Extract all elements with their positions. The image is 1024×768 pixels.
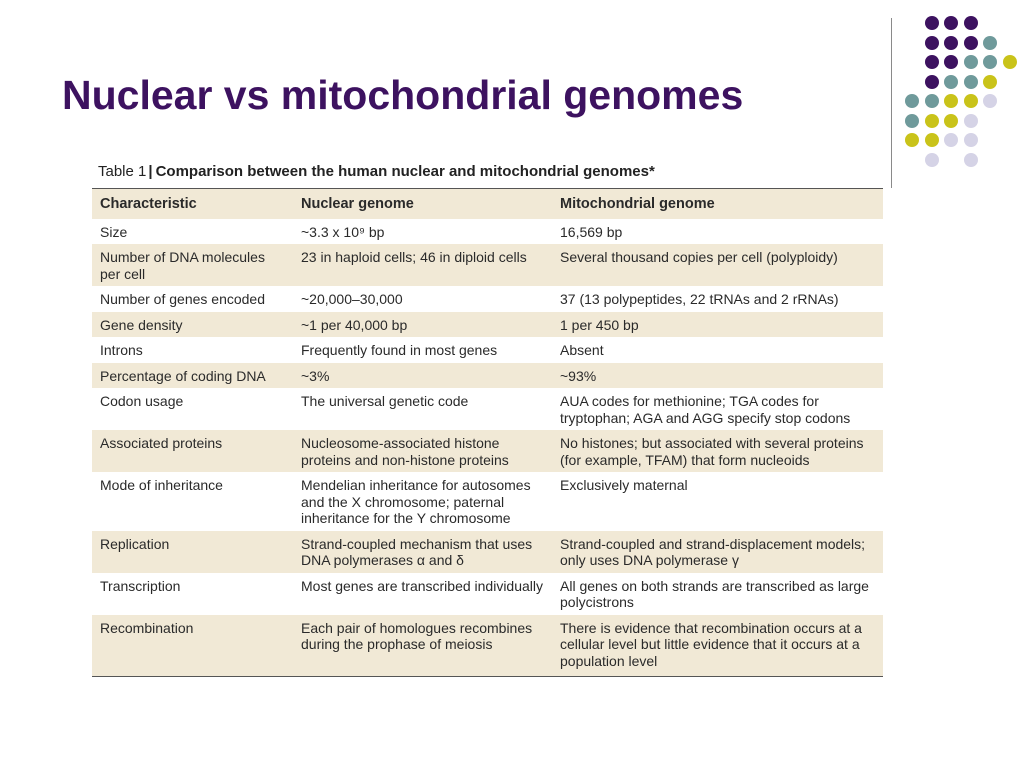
table-row (92, 286, 883, 312)
decorative-dot (925, 153, 939, 167)
decorative-dot (944, 114, 958, 128)
cell-characteristic: Number of genes encoded (100, 291, 265, 307)
table-row (92, 312, 883, 338)
cell-nuclear: ~1 per 40,000 bp (293, 312, 552, 338)
decorative-dot (905, 133, 919, 147)
cell-nuclear: Most genes are transcribed individually (301, 577, 544, 594)
cell-nuclear: Frequently found in most genes (301, 342, 498, 358)
decorative-dot (964, 55, 978, 69)
decorative-dot (925, 16, 939, 30)
decorative-dot (983, 75, 997, 89)
cell-mitochondrial: AUA codes for methionine; TGA codes for tryptophan; AGA and AGG specify stop codons (560, 393, 851, 426)
cell-nuclear: ~20,000–30,000 (301, 291, 403, 307)
cell-characteristic: Mode of inheritance (100, 477, 223, 493)
cell-mitochondrial: Strand-coupled and strand-displacement models; only uses DNA polymerase γ (552, 531, 883, 573)
cell-nuclear: Nucleosome-associated histone proteins and non-histone proteins (293, 430, 552, 472)
table-caption (98, 163, 655, 180)
table-row (92, 388, 883, 430)
decorative-dot (964, 94, 978, 108)
table-row (92, 430, 883, 472)
table-header-row (92, 189, 883, 219)
cell-characteristic: Codon usage (100, 393, 184, 409)
cell-nuclear: ~3% (293, 363, 552, 389)
cell-characteristic: Recombination (92, 615, 293, 677)
cell-nuclear: Mendelian inheritance for autosomes and the X chromosome; paternal inheritance for the Y chromosome (301, 477, 531, 526)
cell-mitochondrial: 1 per 450 bp (552, 312, 883, 338)
cell-nuclear: Each pair of homologues recombines during the prophase of meiosis (293, 615, 552, 677)
header-nuclear-genome: Nuclear genome (293, 189, 552, 219)
table-row (92, 531, 883, 573)
decorative-dot (925, 36, 939, 50)
table-row (92, 573, 883, 615)
decorative-dot (944, 94, 958, 108)
cell-characteristic: Introns (100, 342, 143, 358)
decorative-dot (944, 16, 958, 30)
cell-characteristic: Number of DNA molecules per cell (92, 244, 293, 286)
decorative-dot (944, 36, 958, 50)
cell-characteristic: Replication (92, 531, 293, 573)
cell-characteristic: Percentage of coding DNA (92, 363, 293, 389)
cell-nuclear: ~3.3 x 10⁹ bp (301, 223, 385, 240)
header-characteristic: Characteristic (92, 189, 293, 219)
decorative-dot (925, 133, 939, 147)
cell-mitochondrial: Exclusively maternal (560, 477, 688, 493)
decorative-dot (905, 94, 919, 108)
decorative-dot (925, 94, 939, 108)
decorative-dot (983, 36, 997, 50)
decorative-dot (944, 133, 958, 147)
cell-nuclear: 23 in haploid cells; 46 in diploid cells (293, 244, 552, 286)
table-row (92, 337, 883, 363)
cell-characteristic: Gene density (92, 312, 293, 338)
decorative-dot (944, 55, 958, 69)
table-row (92, 363, 883, 389)
cell-mitochondrial: All genes on both strands are transcribed as large polycistrons (560, 577, 869, 610)
decorative-dot (964, 133, 978, 147)
decorative-dot (964, 36, 978, 50)
decorative-dot (944, 75, 958, 89)
decorative-dot (983, 94, 997, 108)
table-caption-prefix: Table 1 (98, 163, 147, 180)
decorative-dot (983, 55, 997, 69)
decorative-dot (925, 114, 939, 128)
cell-mitochondrial: There is evidence that recombination occurs at a cellular level but little evidence that it occurs at a population level (552, 615, 883, 677)
cell-mitochondrial: Absent (560, 342, 604, 358)
cell-nuclear: Strand-coupled mechanism that uses DNA polymerases α and δ (293, 531, 552, 573)
decorative-dot (964, 114, 978, 128)
table-row (92, 615, 883, 677)
cell-mitochondrial: Several thousand copies per cell (polyploidy) (552, 244, 883, 286)
cell-characteristic: Transcription (100, 577, 181, 594)
decorative-dot (905, 114, 919, 128)
table-caption-title: Comparison between the human nuclear and mitochondrial genomes* (155, 163, 655, 180)
table-row (92, 219, 883, 245)
cell-characteristic: Size (100, 223, 128, 240)
slide-title: Nuclear vs mitochondrial genomes (62, 72, 744, 118)
decorative-dot (964, 75, 978, 89)
cell-mitochondrial: 16,569 bp (560, 223, 623, 240)
cell-characteristic: Associated proteins (92, 430, 293, 472)
cell-mitochondrial: 37 (13 polypeptides, 22 tRNAs and 2 rRNAs) (560, 291, 839, 307)
table-row (92, 472, 883, 531)
cell-nuclear: The universal genetic code (301, 393, 469, 409)
table-caption-separator: | (148, 163, 153, 180)
decorative-dot (925, 55, 939, 69)
table-row (92, 244, 883, 286)
header-mitochondrial-genome: Mitochondrial genome (552, 189, 883, 219)
decorative-dot (964, 153, 978, 167)
comparison-table (92, 188, 883, 677)
cell-mitochondrial: No histones; but associated with several proteins (for example, TFAM) that form nucleoids (552, 430, 883, 472)
decorative-dot (925, 75, 939, 89)
decorative-dot (964, 16, 978, 30)
cell-mitochondrial: ~93% (552, 363, 883, 389)
decorative-divider-line (891, 18, 892, 188)
decorative-dot (1003, 55, 1017, 69)
